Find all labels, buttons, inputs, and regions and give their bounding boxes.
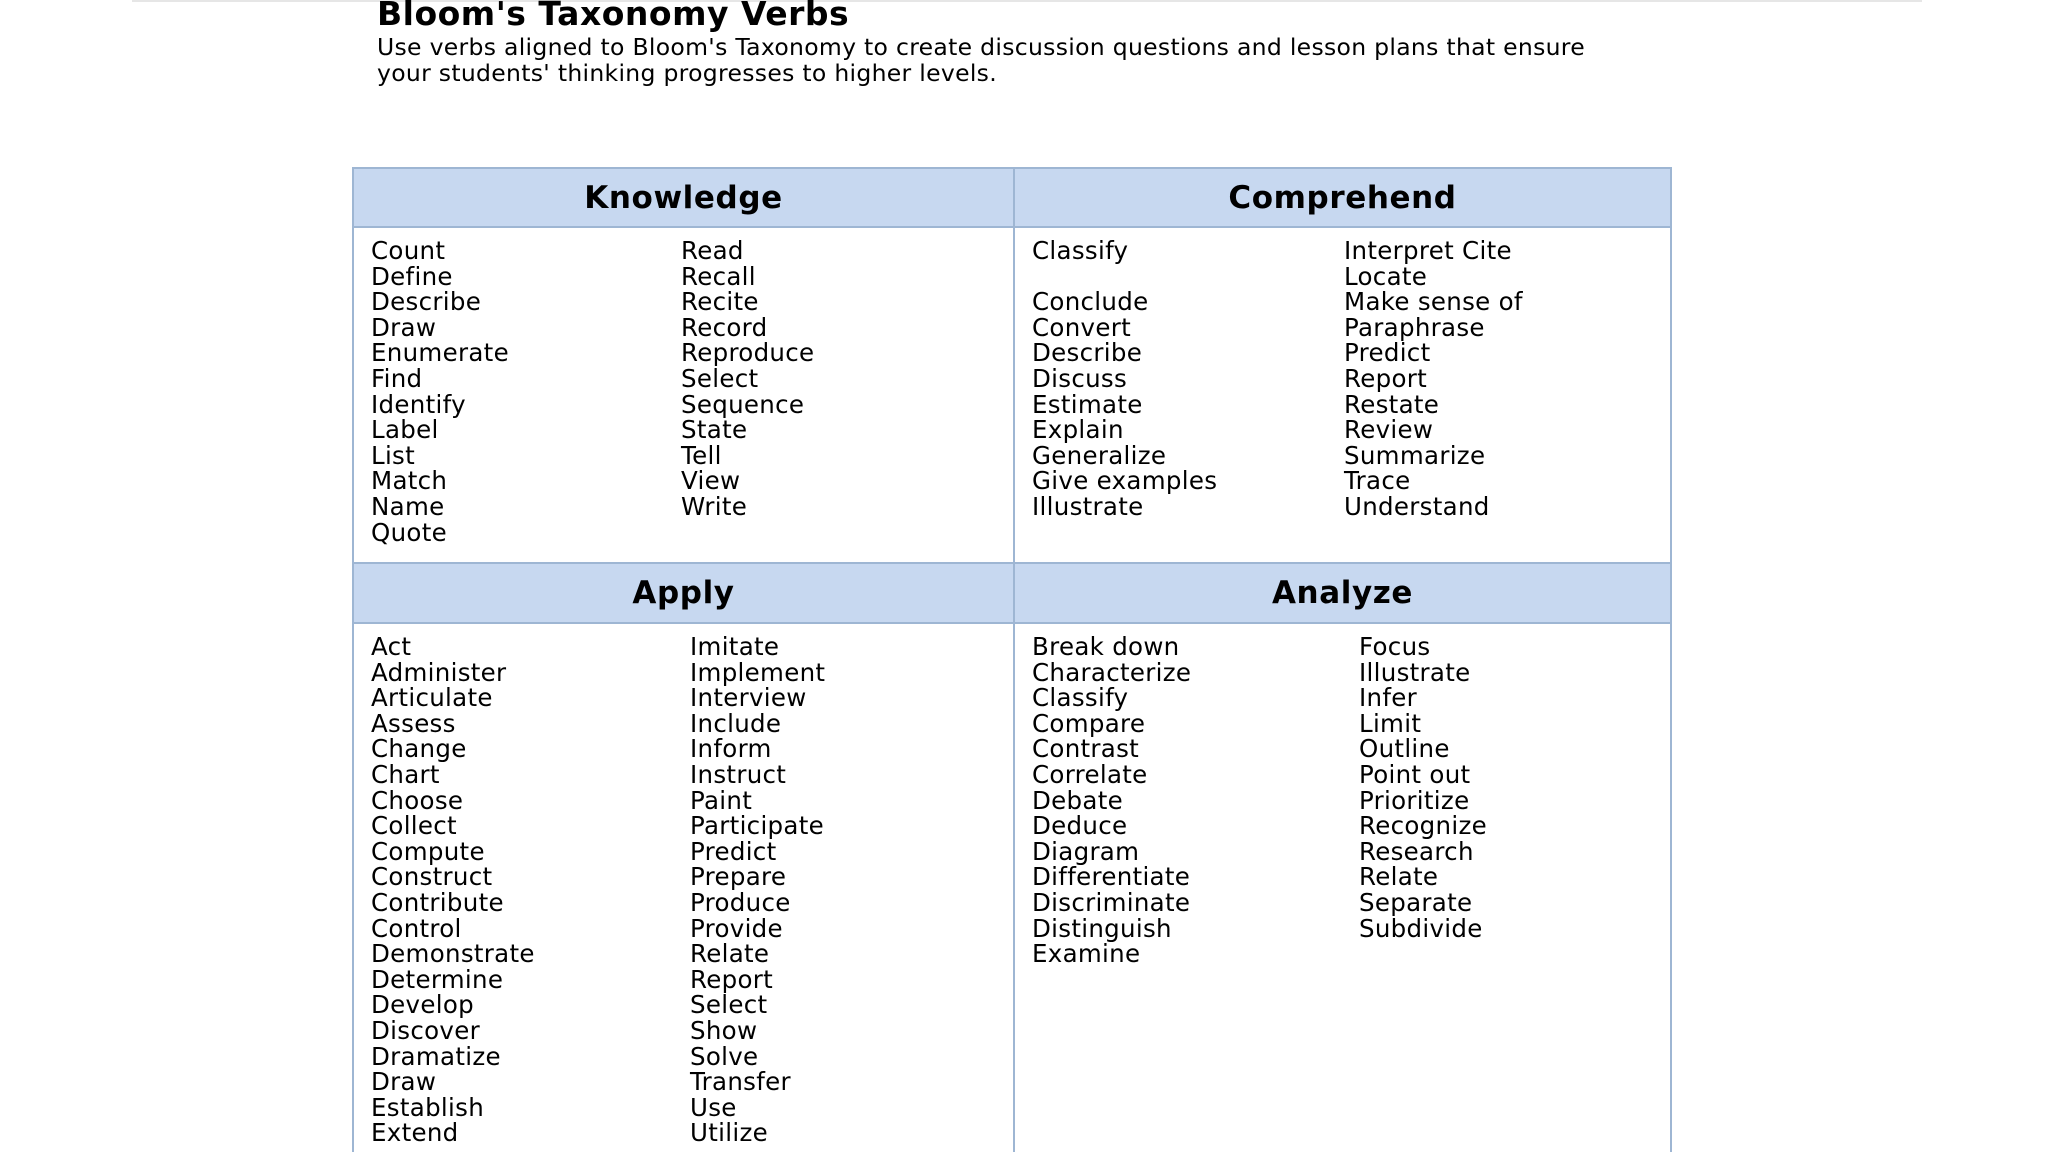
verb-item: Convert	[1032, 312, 1131, 342]
verb-item: Label	[371, 415, 439, 445]
verb-item: Act	[371, 632, 412, 661]
verb-item: Characterize	[1032, 657, 1192, 687]
page-title: Bloom's Taxonomy Verbs	[377, 0, 850, 33]
knowledge-col-2	[681, 238, 814, 562]
verb-item: Provide	[690, 913, 783, 943]
verb-item: Conclude	[1032, 287, 1149, 317]
verb-spacer	[1032, 264, 1344, 290]
verb-item: Solve	[690, 1041, 759, 1071]
verb-item: Assess	[371, 708, 456, 738]
verb-item: Predict	[690, 836, 777, 866]
knowledge-col-1	[371, 238, 681, 562]
verb-item: Enumerate	[371, 338, 509, 368]
verb-item: Develop	[371, 990, 474, 1020]
verb-item: Choose	[371, 785, 464, 815]
verb-item: Give examples	[1032, 466, 1218, 496]
header-row-top	[353, 168, 1671, 227]
analyze-col-2	[1359, 634, 1487, 1152]
verb-item: Debate	[1032, 785, 1123, 815]
page-subtitle: Use verbs aligned to Bloom's Taxonomy to create discussion questions and lesson plans that ensure your students' thinking progresses to higher levels.	[377, 33, 1586, 87]
verb-item: Limit	[1359, 708, 1422, 738]
body-row-bottom	[353, 623, 1671, 1152]
verb-item: Paraphrase	[1344, 312, 1485, 342]
verb-item: Chart	[371, 759, 440, 789]
verb-item: Transfer	[690, 1067, 791, 1097]
verb-item: Relate	[1359, 862, 1439, 892]
verb-item: Collect	[371, 811, 457, 841]
verb-item: Instruct	[690, 759, 787, 789]
verb-item: Recall	[681, 261, 756, 291]
verb-item: Report	[690, 964, 774, 994]
verb-item: Recite	[681, 287, 759, 317]
verb-item: Prepare	[690, 862, 787, 892]
verb-item: Read	[681, 236, 744, 265]
apply-col-1	[371, 634, 690, 1152]
apply-col-2	[690, 634, 825, 1152]
verb-item: Classify	[1032, 236, 1129, 265]
verb-item: Establish	[371, 1092, 485, 1122]
verb-item: Inform	[690, 734, 772, 764]
verb-item: Demonstrate	[371, 939, 535, 969]
verb-item: Relate	[690, 939, 770, 969]
verb-item: Report	[1344, 363, 1428, 393]
verb-item: Utilize	[690, 1118, 768, 1148]
verb-item: Deduce	[1032, 811, 1128, 841]
verb-item: Dramatize	[371, 1041, 501, 1071]
verb-item: Infer	[1359, 683, 1418, 713]
verb-item: Produce	[690, 887, 791, 917]
verb-item: Select	[681, 363, 759, 393]
verb-item: Record	[681, 312, 768, 342]
verb-item: Compare	[1032, 708, 1146, 738]
verb-item: Describe	[371, 287, 482, 317]
header-row-bottom	[353, 563, 1671, 623]
verb-item: Show	[690, 1015, 758, 1045]
verb-item: Recognize	[1359, 811, 1487, 841]
verb-item: Research	[1359, 836, 1474, 866]
verb-item: Distinguish	[1032, 913, 1172, 943]
verb-item: Break down	[1032, 632, 1180, 661]
verb-item: Define	[371, 261, 453, 291]
verb-item: Sequence	[681, 389, 805, 419]
verb-item: Trace	[1344, 466, 1411, 496]
verb-item: Construct	[371, 862, 493, 892]
verb-item: Include	[690, 708, 782, 738]
verb-item: Draw	[371, 1067, 437, 1097]
verb-item: Count	[371, 236, 446, 265]
analyze-cell	[1014, 623, 1671, 1152]
comprehend-col-1	[1032, 238, 1344, 562]
verb-item: Summarize	[1344, 440, 1486, 470]
verb-item: View	[681, 466, 741, 496]
verb-item: Draw	[371, 312, 437, 342]
verb-item: Interview	[690, 683, 807, 713]
verb-item: Find	[371, 363, 423, 393]
comprehend-col-2	[1344, 238, 1523, 562]
verb-item: Locate	[1344, 261, 1428, 291]
verb-item: Describe	[1032, 338, 1143, 368]
verb-item: Understand	[1344, 491, 1490, 521]
verb-item: Change	[371, 734, 467, 764]
verb-item: Administer	[371, 657, 507, 687]
knowledge-cell	[353, 227, 1014, 563]
verb-item: Control	[371, 913, 462, 943]
verb-item: Articulate	[371, 683, 493, 713]
verb-item: Contrast	[1032, 734, 1140, 764]
verb-item: Extend	[371, 1118, 459, 1148]
knowledge-heading: Knowledge	[353, 168, 1014, 227]
verb-item: Diagram	[1032, 836, 1140, 866]
verb-item: Identify	[371, 389, 466, 419]
verb-item: Imitate	[690, 632, 780, 661]
verb-item: Prioritize	[1359, 785, 1470, 815]
verb-item: Point out	[1359, 759, 1471, 789]
verb-item: Make sense of	[1344, 287, 1523, 317]
comprehend-heading: Comprehend	[1014, 168, 1671, 227]
verb-item: Correlate	[1032, 759, 1148, 789]
verbs-table	[352, 167, 1672, 1152]
verb-item: Examine	[1032, 939, 1141, 969]
verb-item: Interpret Cite	[1344, 236, 1512, 265]
verb-item: Paint	[690, 785, 753, 815]
verb-item: List	[371, 440, 416, 470]
verb-item: Write	[681, 491, 748, 521]
verb-item: Discriminate	[1032, 887, 1191, 917]
verb-item: Discuss	[1032, 363, 1128, 393]
verb-item: Discover	[371, 1015, 480, 1045]
verb-item: State	[681, 415, 748, 445]
verb-item: Illustrate	[1359, 657, 1471, 687]
verb-item: Tell	[681, 440, 722, 470]
verb-item: Compute	[371, 836, 485, 866]
verb-item: Use	[690, 1092, 737, 1122]
verb-item: Participate	[690, 811, 824, 841]
verb-item: Restate	[1344, 389, 1440, 419]
verb-item: Determine	[371, 964, 504, 994]
verb-item: Select	[690, 990, 768, 1020]
verb-item: Contribute	[371, 887, 504, 917]
verb-item: Outline	[1359, 734, 1450, 764]
verb-item: Differentiate	[1032, 862, 1191, 892]
verb-item: Estimate	[1032, 389, 1143, 419]
verb-item: Classify	[1032, 683, 1129, 713]
body-row-top	[353, 227, 1671, 563]
verb-item: Name	[371, 491, 445, 521]
verb-item: Reproduce	[681, 338, 815, 368]
verb-item: Implement	[690, 657, 826, 687]
verb-item: Explain	[1032, 415, 1124, 445]
verb-item: Review	[1344, 415, 1434, 445]
verb-item: Subdivide	[1359, 913, 1483, 943]
analyze-heading: Analyze	[1014, 563, 1671, 623]
verb-item: Separate	[1359, 887, 1473, 917]
verb-item: Focus	[1359, 632, 1431, 661]
verb-item: Match	[371, 466, 448, 496]
verb-item: Illustrate	[1032, 491, 1144, 521]
verb-item: Generalize	[1032, 440, 1167, 470]
comprehend-cell	[1014, 227, 1671, 563]
verb-item: Quote	[371, 517, 447, 547]
apply-heading: Apply	[353, 563, 1014, 623]
apply-cell	[353, 623, 1014, 1152]
verb-item: Predict	[1344, 338, 1431, 368]
analyze-col-1	[1032, 634, 1359, 1152]
